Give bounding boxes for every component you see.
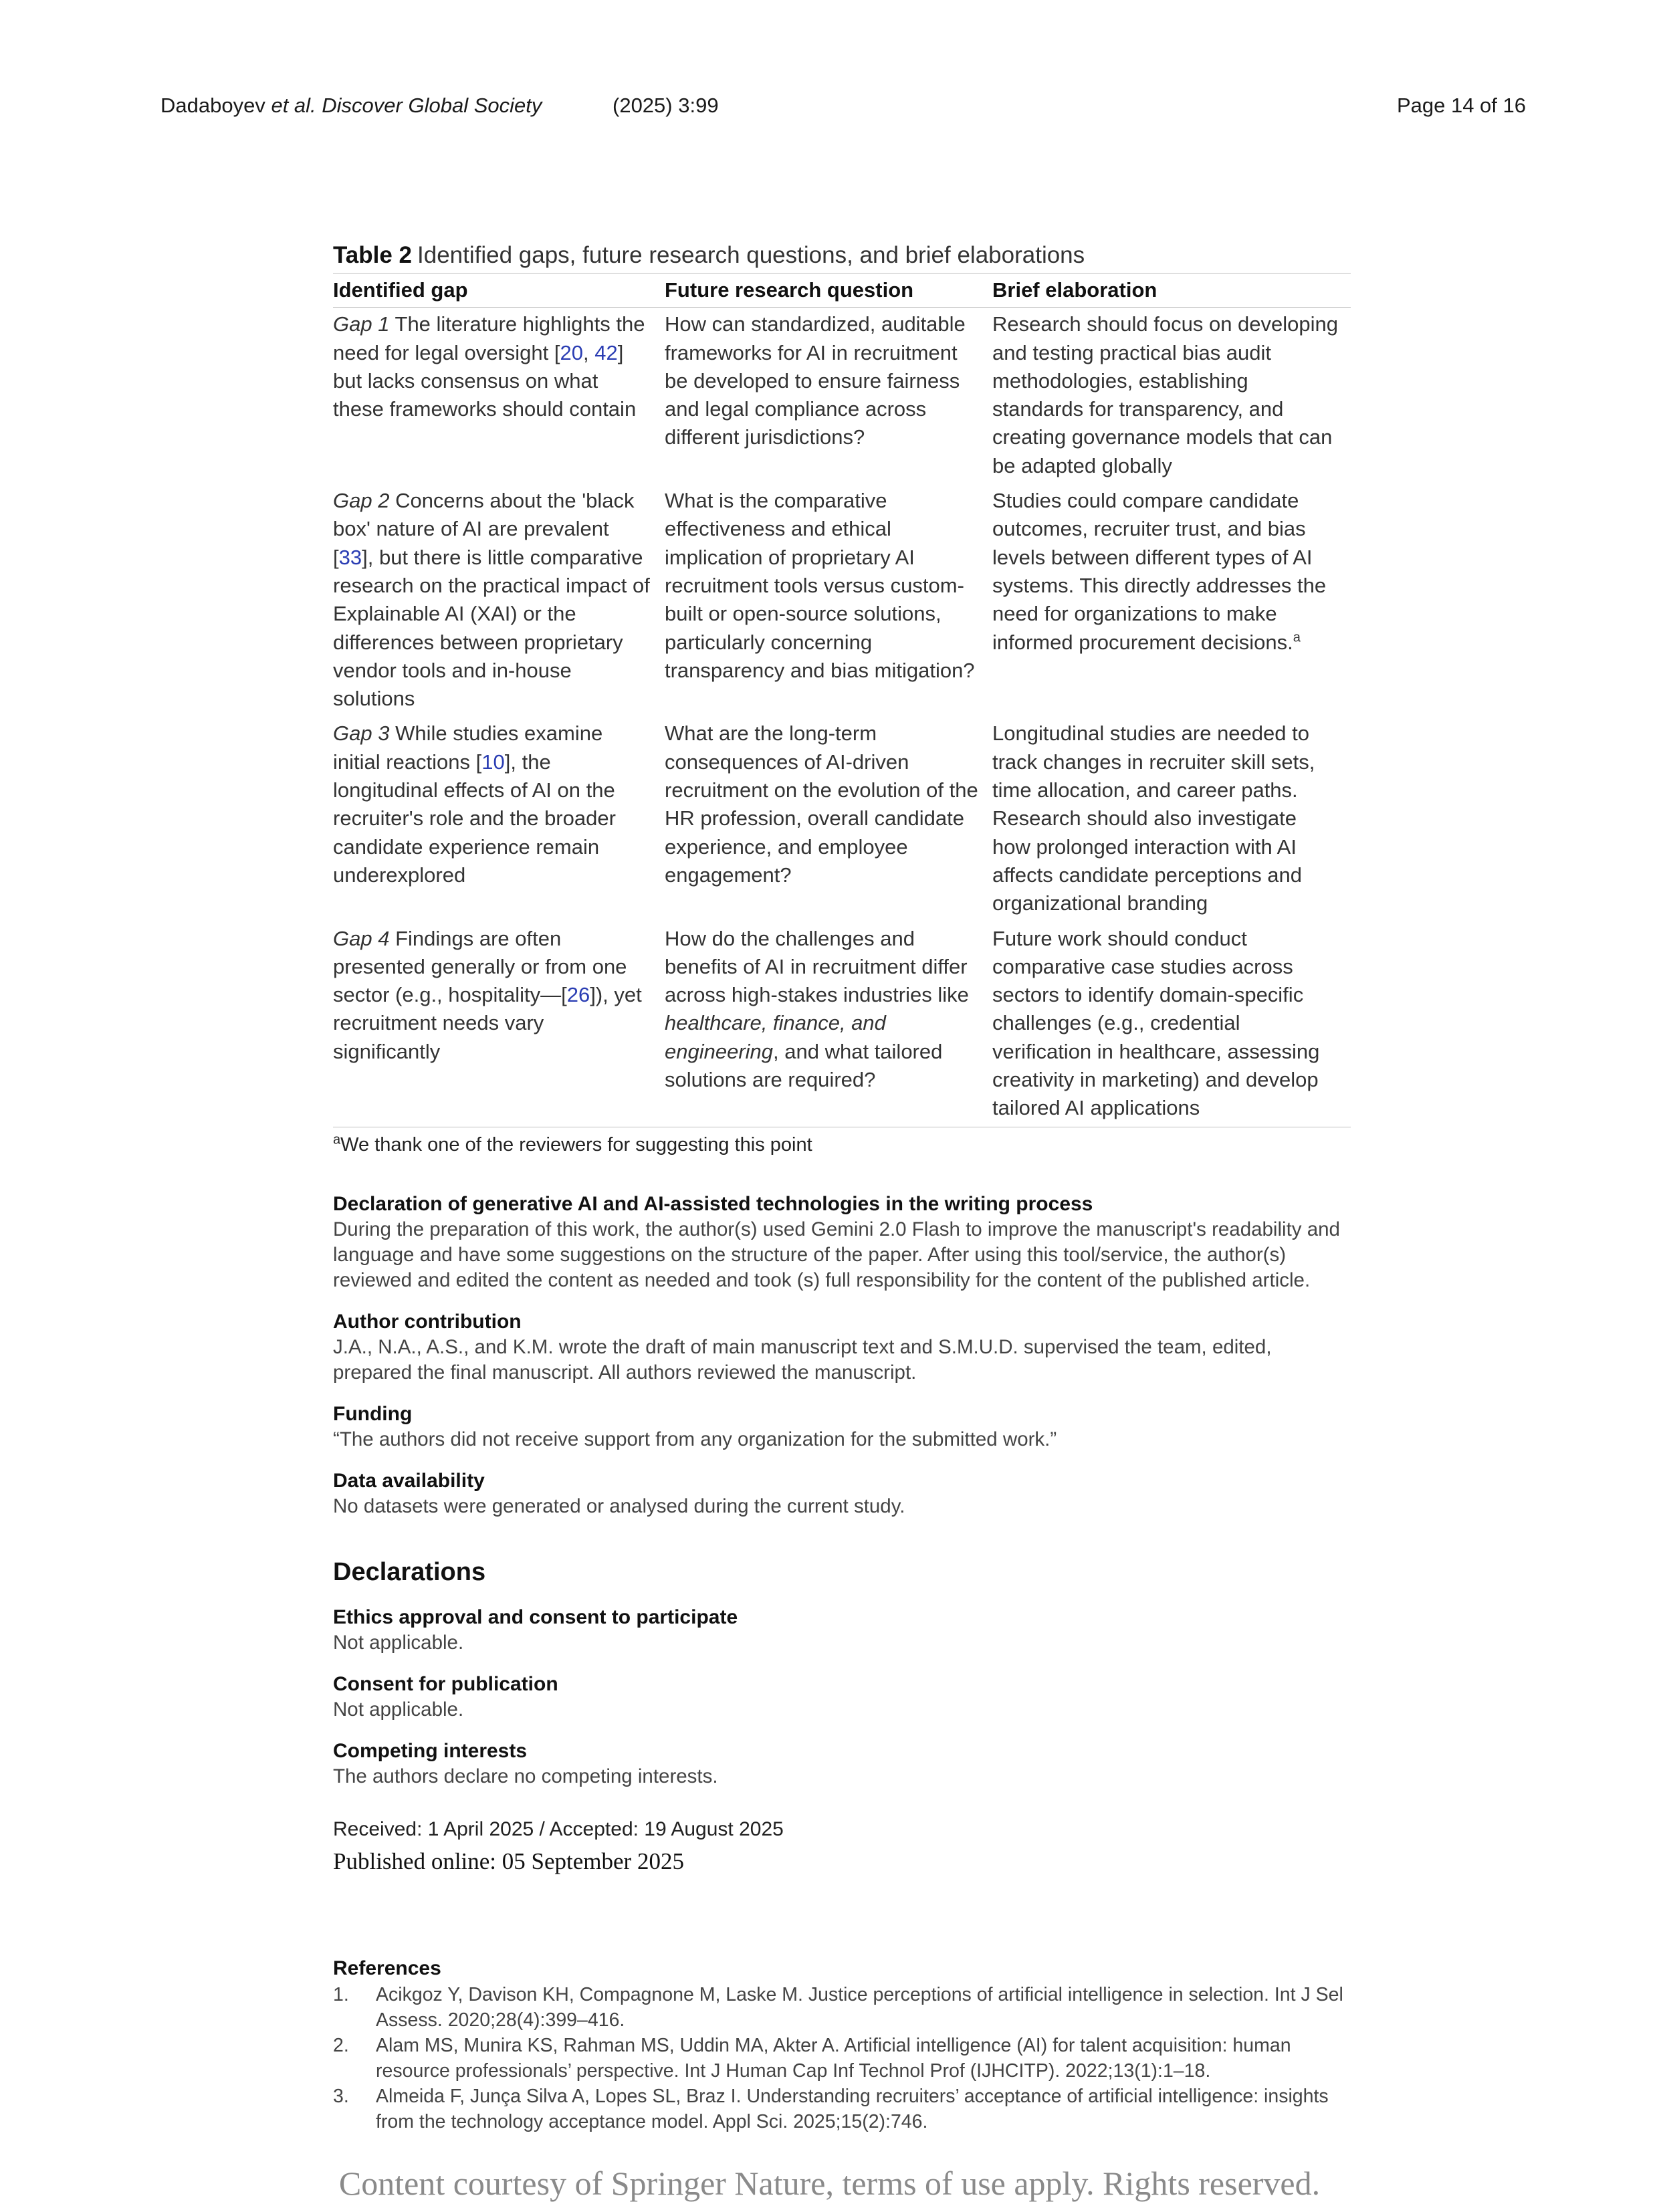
question-cell: What is the comparative effectiveness and ethical implication of proprietary AI recruitment tools versus custom-built or open-source solutions, particularly concerning transparency and bias mitigation? [665, 489, 975, 682]
journal-citation [160, 94, 542, 118]
author-name: Dadaboyev [160, 94, 265, 117]
section-text: The authors declare no competing interests. [333, 1765, 718, 1787]
gap-text: ], the longitudinal effects of AI on the recruiter's role and the broader candidate experience remain underexplored [333, 750, 616, 887]
section-text: “The authors did not receive support from any organization for the submitted work.” [333, 1428, 1057, 1450]
question-cell [665, 922, 992, 1127]
gap-label: Gap 3 [333, 722, 390, 746]
table-header-row [333, 273, 1351, 308]
gaps-table [333, 273, 1351, 1127]
column-header-question: Future research question [665, 273, 992, 308]
table-row [333, 484, 1351, 717]
main-content [333, 241, 1351, 2134]
section-heading: Ethics approval and consent to participate [333, 1606, 738, 1628]
footnote-marker: a [1293, 630, 1301, 645]
genai-declaration-section [333, 1192, 1351, 1293]
column-header-elaboration: Brief elaboration [992, 273, 1351, 308]
reference-text: Almeida F, Junça Silva A, Lopes SL, Braz I. Understanding recruiters’ acceptance of artificial intelligence: insights from the technology acceptance model. Appl Sci. 2025;15(2):746. [376, 2085, 1329, 2132]
gap-text: Findings are often presented generally or from one sector (e.g., hospitality—[ [333, 926, 627, 1007]
competing-interests-section [333, 1739, 1351, 1789]
footnote-mark: a [333, 1131, 341, 1147]
table-row [333, 717, 1351, 921]
elaboration-cell: Research should focus on developing and testing practical bias audit methodologies, establishing standards for transparency, and creating governance models that can be adapted globally [992, 312, 1339, 477]
gap-text: ]), yet recruitment needs vary significantly [333, 983, 642, 1063]
gap-text: While studies examine initial reactions [ [333, 722, 603, 774]
reference-list [333, 1982, 1351, 2134]
gap-text: The literature highlights the need for legal oversight [ [333, 312, 645, 364]
section-heading: Competing interests [333, 1739, 528, 1762]
references-section [333, 1955, 1351, 2134]
reference-item [333, 2084, 1351, 2134]
question-cell: How can standardized, auditable frameworks for AI in recruitment be developed to ensure fairness and legal compliance across different jurisdictions? [665, 312, 966, 449]
section-text: During the preparation of this work, the author(s) used Gemini 2.0 Flash to improve the manuscript's readability and language and have some suggestions on the structure of the paper. After using this tool/service, the author(s) reviewed and edited the content as needed and took (s) full responsibility for the content of the published article. [333, 1218, 1340, 1291]
et-al: et al. [265, 94, 316, 117]
gap-cell [333, 717, 665, 921]
reference-text: Acikgoz Y, Davison KH, Compagnone M, Laske M. Justice perceptions of artificial intelligence in selection. Int J Sel Assess. 2020;28(4):399–416. [376, 1983, 1343, 2031]
data-availability-section [333, 1468, 1351, 1519]
table-row [333, 922, 1351, 1127]
references-heading: References [333, 1957, 441, 1979]
table-title: Identified gaps, future research questions, and brief elaborations [417, 242, 1085, 268]
copyright-watermark: Content courtesy of Springer Nature, terms of use apply. Rights reserved. [338, 2165, 1321, 2202]
published-date: Published online: 05 September 2025 [333, 1848, 684, 1874]
reference-number: 3. [333, 2085, 349, 2107]
gap-cell [333, 484, 665, 717]
table-caption [333, 241, 1351, 270]
consent-section [333, 1672, 1351, 1723]
section-heading: Author contribution [333, 1310, 522, 1333]
section-text: Not applicable. [333, 1698, 464, 1721]
elaboration-cell [992, 484, 1351, 717]
citation-link[interactable]: 20 [560, 340, 583, 364]
section-heading: Data availability [333, 1469, 485, 1492]
elaboration-cell: Longitudinal studies are needed to track changes in recruiter skill sets, time allocation, and career paths. Research should also investigate how prolonged interaction with AI affects candidate perceptions and organizational branding [992, 722, 1315, 915]
reference-item [333, 2033, 1351, 2084]
gap-cell [333, 922, 665, 1127]
citation-separator: , [582, 340, 595, 364]
section-heading: Declaration of generative AI and AI-assisted technologies in the writing process [333, 1192, 1093, 1215]
ethics-section [333, 1605, 1351, 1656]
gap-cell [333, 308, 665, 484]
table-footnote [333, 1131, 1351, 1158]
reference-number: 2. [333, 2034, 349, 2056]
gap-text: ], but there is little comparative research on the practical impact of Explainable AI (XAI) or the differences between proprietary vendor tools and in-house solutions [333, 545, 650, 711]
table-row [333, 308, 1351, 484]
footnote-text: We thank one of the reviewers for suggesting this point [340, 1133, 812, 1155]
citation-link[interactable]: 42 [594, 340, 618, 364]
funding-section [333, 1402, 1351, 1452]
gap-text: Concerns about the 'black box' nature of AI are prevalent [ [333, 489, 635, 569]
gap-label: Gap 1 [333, 312, 390, 336]
section-text: J.A., N.A., A.S., and K.M. wrote the draft of main manuscript text and S.M.U.D. supervised the team, edited, prepared the final manuscript. All authors reviewed the manuscript. [333, 1335, 1272, 1384]
section-heading: Funding [333, 1402, 413, 1425]
gap-label: Gap 2 [333, 489, 390, 513]
question-cell: What are the long-term consequences of AI-driven recruitment on the evolution of the HR profession, overall candidate experience, and employee engagement? [665, 722, 978, 887]
author-contribution-section [333, 1309, 1351, 1386]
question-text: How do the challenges and benefits of AI in recruitment differ across high-stakes industries like [665, 926, 969, 1007]
citation-link[interactable]: 26 [566, 983, 590, 1007]
received-accepted-dates: Received: 1 April 2025 / Accepted: 19 August 2025 [333, 1817, 784, 1840]
reference-text: Alam MS, Munira KS, Rahman MS, Uddin MA, Akter A. Artificial intelligence (AI) for talent acquisition: human resource professionals’ perspective. Int J Human Cap Inf Technol Prof (IJHCITP). 2022;13(1):1–18. [376, 2034, 1291, 2082]
gap-label: Gap 4 [333, 926, 390, 950]
gap-text: ] but lacks consensus on what these frameworks should contain [333, 340, 637, 421]
question-text: , and what tailored solutions are required? [665, 1039, 943, 1092]
section-heading: Consent for publication [333, 1672, 558, 1695]
elaboration-text: Studies could compare candidate outcomes, recruiter trust, and bias levels between different types of AI systems. This directly addresses the need for organizations to make informed procurement decisions. [992, 489, 1327, 654]
reference-item [333, 1982, 1351, 2033]
running-head [160, 94, 1526, 123]
journal-name: Discover Global Society [316, 94, 542, 117]
section-text: No datasets were generated or analysed during the current study. [333, 1495, 905, 1517]
column-header-gap: Identified gap [333, 273, 665, 308]
page-number: Page 14 of 16 [1396, 94, 1526, 117]
section-text: Not applicable. [333, 1631, 464, 1654]
citation-link[interactable]: 10 [481, 750, 505, 774]
table-label: Table 2 [333, 242, 413, 268]
elaboration-cell: Future work should conduct comparative case studies across sectors to identify domain-specific challenges (e.g., credential verification in healthcare, assessing creativity in marketing) and develop tailored AI applications [992, 922, 1351, 1127]
question-industries: healthcare, finance, and engineering [665, 1011, 886, 1063]
declarations-heading: Declarations [333, 1557, 486, 1586]
issue-info: (2025) 3:99 [613, 94, 719, 117]
citation-link[interactable]: 33 [338, 545, 362, 569]
reference-number: 1. [333, 1983, 349, 2005]
